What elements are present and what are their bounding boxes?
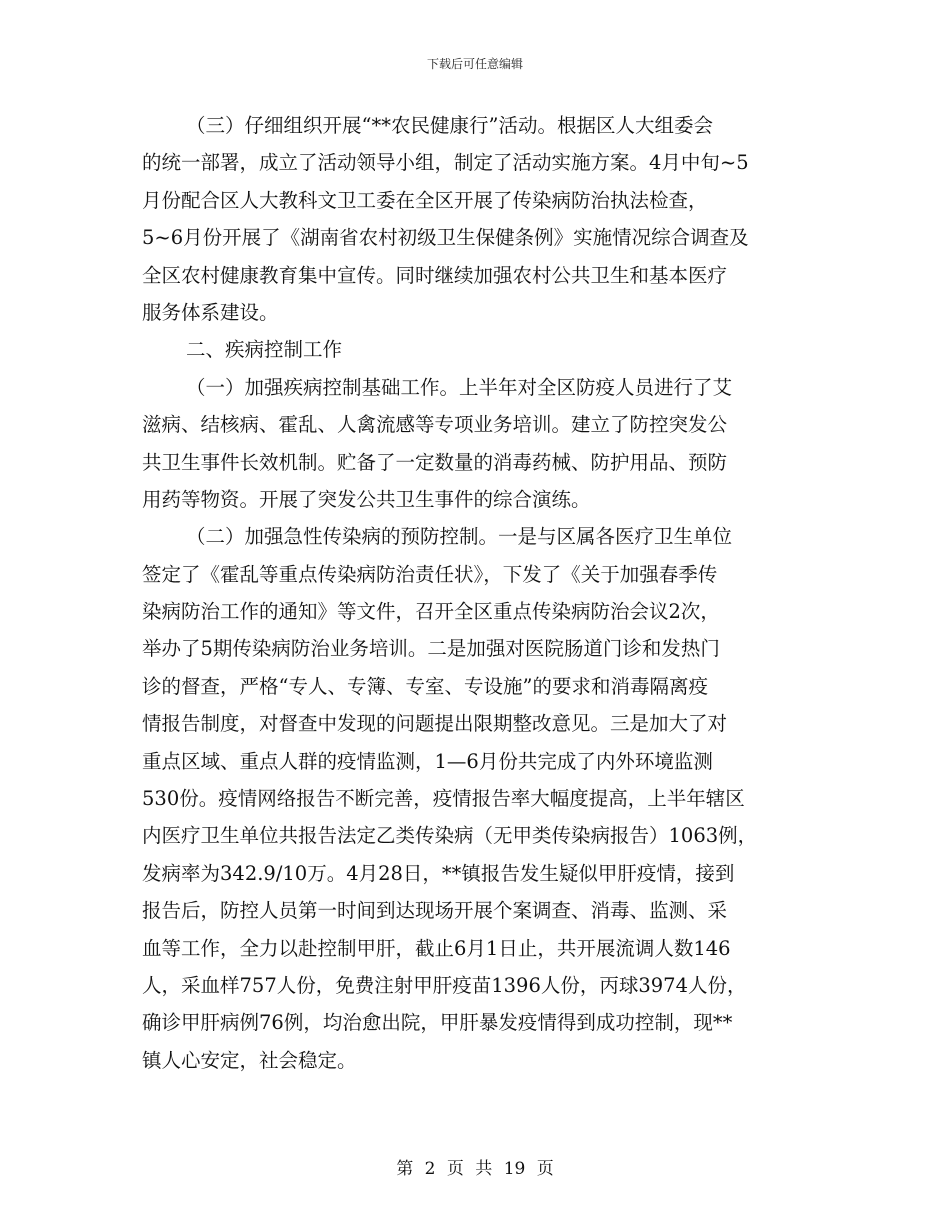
paragraph-line: 诊的督查，严格“专人、专簿、专室、专设施”的要求和消毒隔离疫 bbox=[142, 674, 708, 698]
paragraph-line: 举办了5期传染病防治业务培训。二是加强对医院肠道门诊和发热门 bbox=[142, 637, 720, 661]
paragraph-line: 共卫生事件长效机制。贮备了一定数量的消毒药械、防护用品、预防 bbox=[142, 450, 728, 474]
paragraph-line: 签定了《霍乱等重点传染病防治责任状》，下发了《关于加强春季传 bbox=[142, 562, 718, 586]
paragraph-line: 滋病、结核病、霍乱、人禽流感等专项业务培训。建立了防控突发公 bbox=[142, 413, 728, 437]
paragraph-line: 内医疗卫生单位共报告法定乙类传染病（无甲类传染病报告）1063例， bbox=[142, 824, 758, 848]
paragraph-line: 确诊甲肝病例76例，均治愈出院，甲肝暴发疫情得到成功控制，现** bbox=[142, 1011, 733, 1035]
paragraph-line: 月份配合区人大教科文卫工委在全区开展了传染病防治执法检查， bbox=[142, 188, 708, 212]
paragraph-line: 血等工作，全力以赴控制甲肝，截止6月1日止，共开展流调人数146 bbox=[142, 936, 731, 960]
page-header: 下载后可任意编辑 bbox=[426, 57, 523, 71]
paragraph-line: （三）仔细组织开展“**农民健康行”活动。根据区人大组委会 bbox=[186, 114, 713, 137]
paragraph-line: 全区农村健康教育集中宣传。同时继续加强农村公共卫生和基本医疗 bbox=[142, 263, 728, 287]
paragraph-line: 情报告制度，对督查中发现的问题提出限期整改意见。三是加大了对 bbox=[142, 712, 728, 736]
paragraph-line: 镇人心安定，社会稳定。 bbox=[142, 1048, 357, 1072]
paragraph-line: 染病防治工作的通知》等文件，召开全区重点传染病防治会议2次， bbox=[142, 600, 720, 624]
section-heading: 二、疾病控制工作 bbox=[186, 338, 343, 362]
paragraph-line: （一）加强疾病控制基础工作。上半年对全区防疫人员进行了艾 bbox=[186, 375, 733, 399]
paragraph-line: 用药等物资。开展了突发公共卫生事件的综合演练。 bbox=[142, 487, 591, 511]
paragraph-line: 报告后，防控人员第一时间到达现场开展个案调查、消毒、监测、采 bbox=[142, 899, 728, 923]
paragraph-line: 5~6月份开展了《湖南省农村初级卫生保健条例》实施情况综合调查及 bbox=[142, 226, 749, 250]
paragraph-line: 530份。疫情网络报告不断完善，疫情报告率大幅度提高，上半年辖区 bbox=[142, 787, 745, 811]
paragraph-line: 发病率为342.9/10万。4月28日，**镇报告发生疑似甲肝疫情，接到 bbox=[142, 861, 735, 885]
paragraph-line: 的统一部署，成立了活动领导小组，制定了活动实施方案。4月中旬~5 bbox=[142, 151, 749, 175]
paragraph-line: （二）加强急性传染病的预防控制。一是与区属各医疗卫生单位 bbox=[186, 525, 733, 549]
page-footer: 第 2 页 共 19 页 bbox=[396, 1159, 554, 1179]
paragraph-line: 重点区域、重点人群的疫情监测，1—6月份共完成了内外环境监测 bbox=[142, 749, 713, 773]
paragraph-line: 服务体系建设。 bbox=[142, 300, 279, 324]
paragraph-line: 人，采血样757人份，免费注射甲肝疫苗1396人份，丙球3974人份， bbox=[142, 973, 747, 997]
document-body bbox=[142, 107, 812, 1079]
